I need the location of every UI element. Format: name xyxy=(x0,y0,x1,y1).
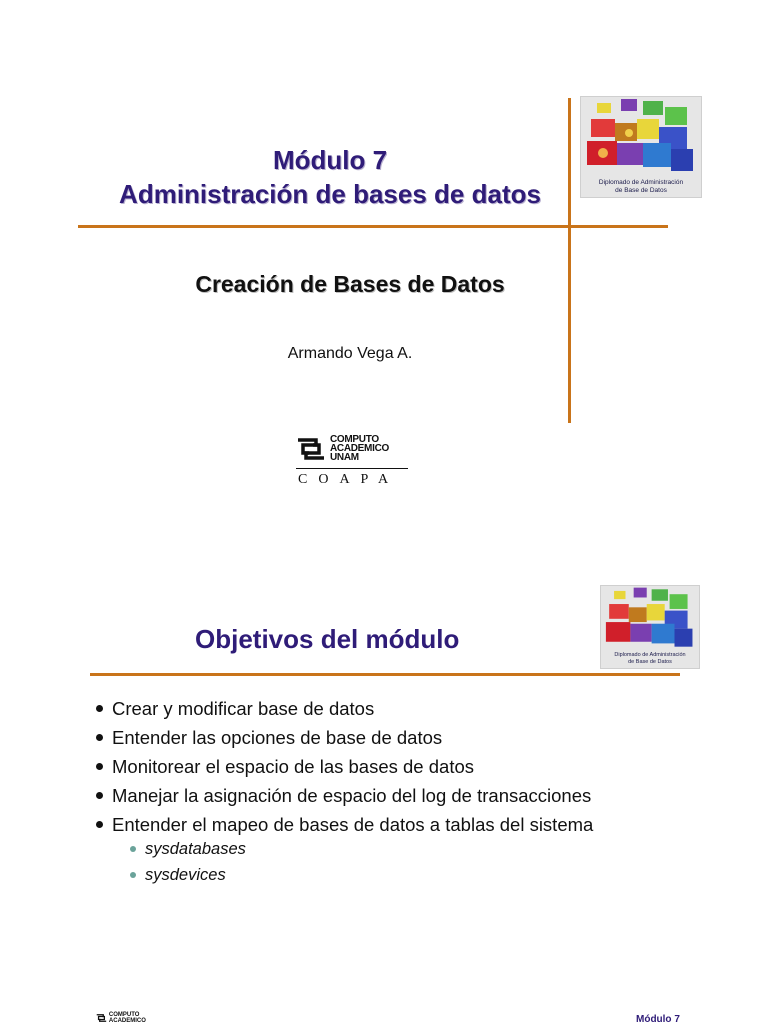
logo-caption-line-1: Diplomado de Administración xyxy=(614,652,686,658)
slide1-vertical-rule xyxy=(568,98,571,423)
logo-caption-line-1: Diplomado de Administración xyxy=(598,179,684,186)
list-item: Crear y modificar base de datos xyxy=(96,694,593,723)
computo-academico-logo xyxy=(296,435,408,488)
system-tables-list xyxy=(130,836,246,888)
bullet-icon xyxy=(96,792,103,799)
sub-bullet-icon xyxy=(130,872,136,878)
logo-divider xyxy=(296,468,408,469)
bullet-icon xyxy=(96,763,103,770)
title-line-1: Módulo 7 xyxy=(272,145,388,175)
diplomado-logo-small xyxy=(600,585,700,669)
logo-caption-line-2: de Base de Datos xyxy=(628,659,672,665)
slide1-subtitle: Creación de Bases de Datos xyxy=(195,271,505,297)
logo-word-academico: ACADEMICO xyxy=(330,443,389,454)
list-item: Entender las opciones de base de datos xyxy=(96,723,593,752)
logo-campus-name: COAPA xyxy=(298,472,400,487)
list-item: sysdatabases xyxy=(130,836,246,862)
diplomado-logo-caption xyxy=(585,179,697,195)
logo-caption-line-2: de Base de Datos xyxy=(615,187,667,194)
logo-word-computo: COMPUTO xyxy=(330,434,379,445)
list-item: Monitorear el espacio de las bases de datos xyxy=(96,752,593,781)
footer-module-label: Módulo 7 xyxy=(636,1014,680,1025)
list-item: Manejar la asignación de espacio del log de transacciones xyxy=(96,781,593,810)
author-name: Armando Vega A. xyxy=(287,345,413,362)
slide1-title xyxy=(80,143,580,211)
list-item: Entender el mapeo de bases de datos a tablas del sistema xyxy=(96,810,593,839)
title-line-2: Administración de bases de datos xyxy=(119,179,541,209)
logo-word-unam: UNAM xyxy=(330,452,359,463)
bullet-icon xyxy=(96,734,103,741)
slide2-title: Objetivos del módulo xyxy=(195,624,460,654)
computo-academico-emblem-icon xyxy=(296,436,326,462)
slide1-horizontal-rule xyxy=(78,225,668,228)
footer-logo xyxy=(96,1012,156,1024)
bullet-icon xyxy=(96,705,103,712)
list-item: sysdevices xyxy=(130,862,246,888)
objectives-list xyxy=(96,694,593,839)
footer-logo-text: COMPUTO ACADEMICO xyxy=(108,1012,146,1024)
diplomado-logo xyxy=(580,96,702,198)
diplomado-logo-caption xyxy=(605,652,695,666)
computo-academico-emblem-icon xyxy=(96,1012,107,1024)
bullet-icon xyxy=(96,821,103,828)
slide2-horizontal-rule xyxy=(90,673,680,676)
sub-bullet-icon xyxy=(130,846,136,852)
